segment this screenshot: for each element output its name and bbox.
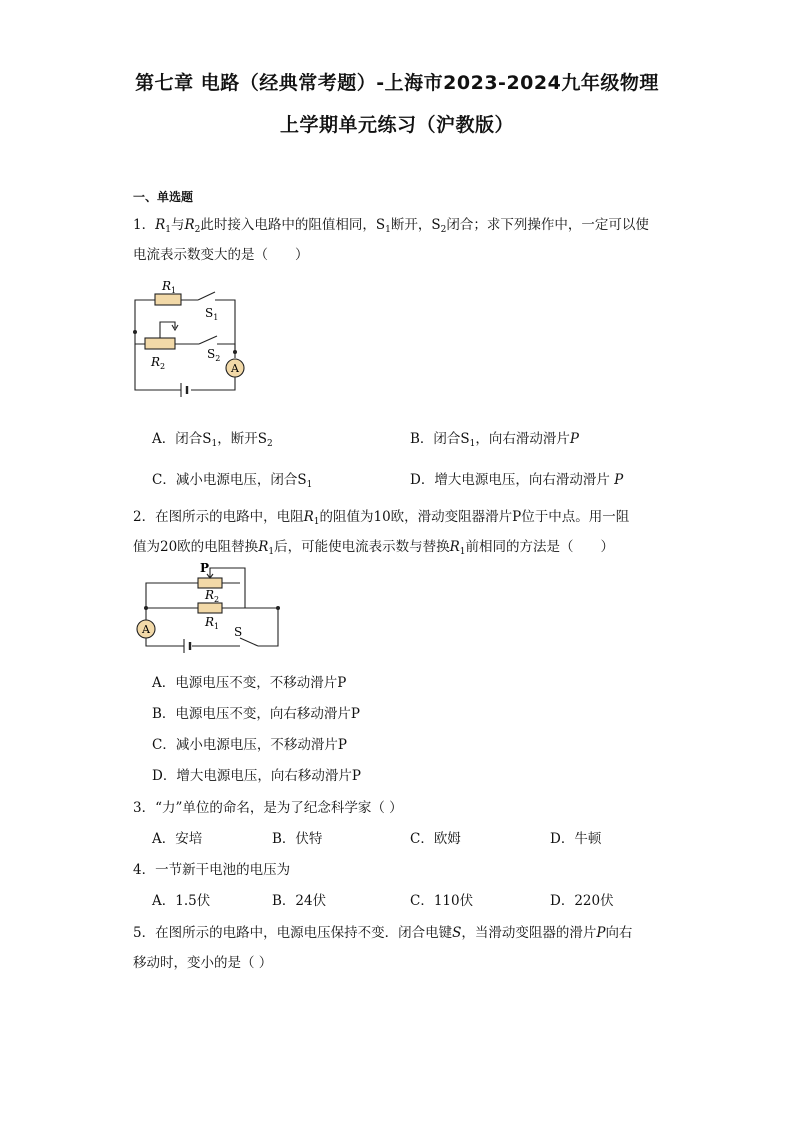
q1-text-3: 断开，S <box>390 217 441 233</box>
q1-option-c[interactable] <box>152 468 312 490</box>
q1-option-b-end: ，向右滑动滑片 <box>475 431 570 447</box>
q1-option-a-sub2: 2 <box>266 439 273 449</box>
q1-option-b-sub: 1 <box>469 439 476 449</box>
q1-r1-sub: 1 <box>165 225 171 235</box>
q1-number: 1． <box>133 217 156 233</box>
q1-text-4: 闭合；求下列操作中，一定可以使 <box>446 217 649 233</box>
q2-text-4: 后，可能使电流表示数与替换 <box>274 539 450 555</box>
doc-title-line-1: 第七章 电路（经典常考题）-上海市2023-2024九年级物理 <box>135 72 659 94</box>
q1-option-c-sub: 1 <box>306 480 313 490</box>
q3-option-a[interactable]: A．安培 <box>152 831 203 847</box>
q1-diagram-r2: $R_2$ <box>151 355 166 371</box>
q2-option-c[interactable]: C．减小电源电压，不移动滑片P <box>152 737 347 753</box>
q2-option-b[interactable]: B．电源电压不变，向右移动滑片P <box>152 706 361 722</box>
q2-text-1: 2．在图所示的电路中，电阻 <box>133 509 304 525</box>
q5-line-2: 移动时，变小的是（ ） <box>133 955 273 971</box>
q3-option-b[interactable]: B．伏特 <box>272 831 323 847</box>
section-heading: 一、单选题 <box>133 190 194 204</box>
q2-text-5: 前相同的方法是（ ） <box>465 539 614 555</box>
q1-diagram-s1: $S_1$ <box>205 306 219 322</box>
q2-text-2: 的阻值为10欧，滑动变阻器滑片P位于中点。用一阻 <box>319 509 630 525</box>
q2-r1c: R <box>449 539 460 555</box>
q1-r1: R <box>155 217 166 233</box>
q1-text-2: 此时接入电路中的阻值相同，S <box>200 217 386 233</box>
q1-option-a-text: A．闭合S <box>152 431 212 447</box>
q5-text-3: 向右 <box>605 925 633 941</box>
q1-s2-sub: 2 <box>440 225 447 235</box>
q1-r2: R <box>184 217 195 233</box>
q2-diagram-r2: $R_2$ <box>205 588 220 604</box>
q1-line-2: 电流表示数变大的是（ ） <box>133 247 309 263</box>
q2-r1b: R <box>258 539 269 555</box>
q1-option-d-p: P <box>614 472 624 488</box>
q1-option-b-text: B．闭合S <box>410 431 470 447</box>
q1-option-b-p: P <box>569 431 579 447</box>
q5-s: S <box>452 925 462 941</box>
q5-p: P <box>596 925 606 941</box>
q3-option-d[interactable]: D．牛顿 <box>550 831 602 847</box>
q2-option-d[interactable]: D．增大电源电压，向右移动滑片P <box>152 768 361 784</box>
q2-diagram-s: S <box>234 625 243 639</box>
q1-option-a[interactable] <box>152 427 273 449</box>
q1-option-a-sub1: 1 <box>211 439 218 449</box>
q2-r1: R <box>303 509 314 525</box>
q2-diagram-ammeter: A <box>142 623 150 636</box>
q1-s1-sub: 1 <box>385 225 391 235</box>
q1-text-1: 与 <box>171 217 185 233</box>
q2-r1c-sub: 1 <box>459 547 466 557</box>
q1-diagram-s2: $S_2$ <box>207 347 221 363</box>
q2-line-1 <box>133 505 629 527</box>
q4-option-c[interactable]: C．110伏 <box>410 893 474 909</box>
q2-text-3: 值为20欧的电阻替换 <box>133 539 259 555</box>
q1-option-a-mid: ，断开S <box>217 431 267 447</box>
q1-circuit-diagram <box>125 272 265 412</box>
q2-circuit-diagram <box>130 556 290 664</box>
q2-r1-sub: 1 <box>313 517 320 527</box>
q2-option-a[interactable]: A．电源电压不变，不移动滑片P <box>152 675 347 691</box>
q2-diagram-r1: $R_1$ <box>205 615 220 631</box>
doc-title-line-2: 上学期单元练习（沪教版） <box>279 114 514 136</box>
q1-option-b[interactable] <box>410 427 579 449</box>
q2-line-2 <box>133 535 614 557</box>
q1-option-d[interactable] <box>410 468 623 488</box>
q3-option-c[interactable]: C．欧姆 <box>410 831 461 847</box>
q5-text-2: ，当滑动变阻器的滑片 <box>461 925 597 941</box>
q1-r2-sub: 2 <box>194 225 201 235</box>
q3-question: 3．“力”单位的命名，是为了纪念科学家（ ） <box>133 800 403 816</box>
q2-r1b-sub: 1 <box>268 547 275 557</box>
q1-option-d-text: D．增大电源电压，向右滑动滑片 <box>410 472 610 488</box>
q5-line-1 <box>133 921 632 941</box>
q4-option-a[interactable]: A．1.5伏 <box>152 893 211 909</box>
q1-option-c-text: C．减小电源电压，闭合S <box>152 472 307 488</box>
q4-option-d[interactable]: D．220伏 <box>550 893 614 909</box>
q1-diagram-r1: $R_1$ <box>162 279 177 295</box>
q4-option-b[interactable]: B．24伏 <box>272 893 327 909</box>
q1-line-1 <box>133 213 649 235</box>
q5-text-1: 5．在图所示的电路中，电源电压保持不变．闭合电键 <box>133 925 453 941</box>
q1-diagram-ammeter: A <box>231 362 239 375</box>
q2-diagram-p: P <box>200 561 210 575</box>
q4-question: 4．一节新干电池的电压为 <box>133 862 291 878</box>
